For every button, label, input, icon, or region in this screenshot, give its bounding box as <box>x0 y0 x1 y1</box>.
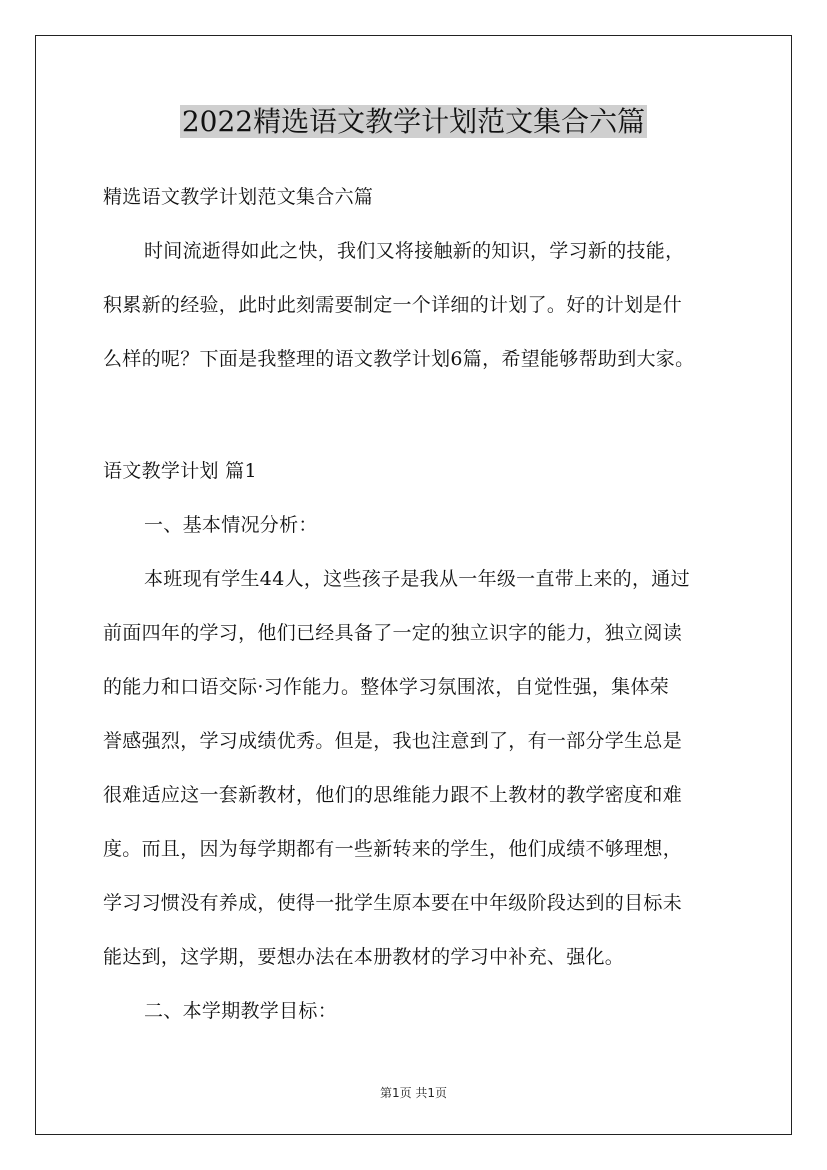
paragraph-line: 么样的呢？下面是我整理的语文教学计划6篇，希望能够帮助到大家。 <box>103 348 695 370</box>
paragraph-line: 前面四年的学习，他们已经具备了一定的独立识字的能力，独立阅读 <box>103 622 683 644</box>
page-footer: 第1页 共1页 <box>379 1086 448 1100</box>
paragraph-line: 本班现有学生44人，这些孩子是我从一年级一直带上来的，通过 <box>144 568 690 590</box>
subsection-heading: 二、本学期教学目标： <box>144 1000 338 1022</box>
subsection-heading: 一、基本情况分析： <box>144 514 318 536</box>
subtitle-line: 精选语文教学计划范文集合六篇 <box>103 186 374 208</box>
paragraph-line: 誉感强烈，学习成绩优秀。但是，我也注意到了，有一部分学生总是 <box>103 730 683 752</box>
paragraph-line: 学习习惯没有养成，使得一批学生原本要在中年级阶段达到的目标未 <box>103 892 683 914</box>
paragraph-line: 积累新的经验，此时此刻需要制定一个详细的计划了。好的计划是什 <box>103 294 683 316</box>
paragraph-line: 能达到，这学期，要想办法在本册教材的学习中补充、强化。 <box>103 946 625 968</box>
paragraph-line: 度。而且，因为每学期都有一些新转来的学生，他们成绩不够理想， <box>103 838 683 860</box>
section-heading: 语文教学计划 篇1 <box>103 460 257 482</box>
paragraph-line: 时间流逝得如此之快，我们又将接触新的知识，学习新的技能， <box>144 240 685 262</box>
paragraph-line: 很难适应这一套新教材，他们的思维能力跟不上教材的教学密度和难 <box>103 784 683 806</box>
paragraph-line: 的能力和口语交际·习作能力。整体学习氛围浓，自觉性强，集体荣 <box>103 676 670 698</box>
document-title-text: 2022精选语文教学计划范文集合六篇 <box>181 105 646 138</box>
document-title <box>0 98 827 146</box>
